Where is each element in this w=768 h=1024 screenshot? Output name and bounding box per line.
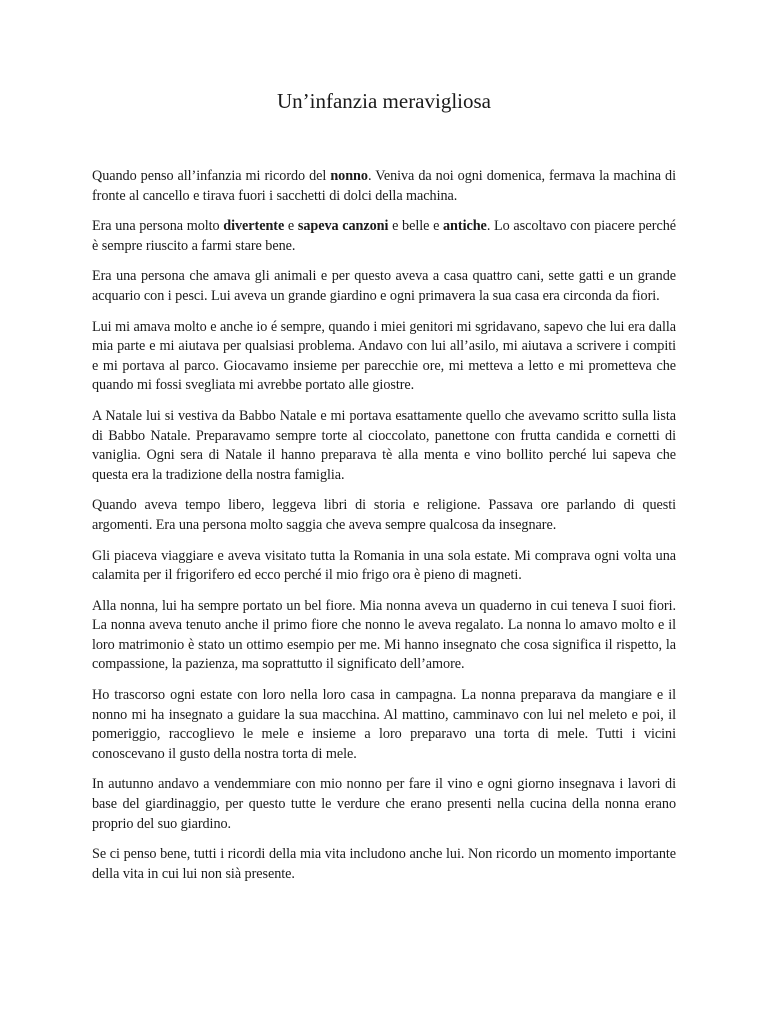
paragraph <box>92 407 676 485</box>
document-title: Un’infanzia meravigliosa <box>277 89 491 113</box>
paragraph-text: Era una persona molto <box>92 218 224 235</box>
paragraph <box>92 318 676 396</box>
paragraph-text: e <box>284 218 298 235</box>
paragraph <box>92 547 676 586</box>
bold-text: divertente <box>223 218 285 235</box>
bold-text: sapeva canzoni <box>297 218 389 235</box>
paragraph-text: e belle e <box>388 218 444 235</box>
document-body <box>92 167 676 895</box>
paragraph-text: Gli piaceva viaggiare e aveva visitato tutta la Romania in una sola estate. Mi comprava ogni volta una calamita per il frigorifero ed ecco perché il mio frigo ora è pieno di magneti. <box>92 547 676 584</box>
paragraph-text: . Veniva da noi ogni domenica, fermava la machina di fronte al cancello e tirava fuori i sacchetti di dolci della machina. <box>92 168 676 204</box>
paragraph <box>92 267 676 306</box>
paragraph <box>92 597 676 675</box>
paragraph-text: Se ci penso bene, tutti i ricordi della mia vita includono anche lui. Non ricordo un momento importante della vita in cui lui non sià presente. <box>92 846 676 882</box>
paragraph-text: In autunno andavo a vendemmiare con mio nonno per fare il vino e ogni giorno insegnava i lavori di base del giardinaggio, per questo tutte le verdure che erano presenti nella cucina della nonna erano proprio del suo giardino. <box>92 776 676 832</box>
paragraph <box>92 496 676 535</box>
paragraph <box>92 217 676 256</box>
paragraph-text: Quando penso all’infanzia mi ricordo del <box>92 168 331 184</box>
paragraph <box>92 845 676 884</box>
paragraph <box>92 686 676 764</box>
bold-text: antiche <box>443 218 487 235</box>
paragraph <box>92 167 676 206</box>
paragraph-text: A Natale lui si vestiva da Babbo Natale e mi portava esattamente quello che avevamo scritto sulla lista di Babbo Natale. Preparavamo sempre torte al cioccolato, panettone con frutta candida e cornetti di vaniglia. Ogni sera di Natale il hanno preparava tè alla menta e vino bollito perché lui sapeva che questa era la tradizione della nostra famiglia. <box>92 407 676 483</box>
paragraph <box>92 775 676 834</box>
paragraph-text: Alla nonna, lui ha sempre portato un bel fiore. Mia nonna aveva un quaderno in cui teneva I suoi fiori. La nonna aveva tenuto anche il primo fiore che nonno le aveva regalato. La nonna lo amavo molto e il loro matrimonio è stato un ottimo esempio per me. Mi hanno insegnato che cosa significa il rispetto, la compassione, la pazienza, ma soprattutto il significato dell’amore. <box>92 597 676 673</box>
paragraph-text: Era una persona che amava gli animali e per questo aveva a casa quattro cani, sette gatti e un grande acquario con i pesci. Lui aveva un grande giardino e ogni primavera la sua casa era circonda da fiori. <box>92 268 676 304</box>
paragraph-text: Lui mi amava molto e anche io é sempre, quando i miei genitori mi sgridavano, sapevo che lui era dalla mia parte e mi aiutava per qualsiasi problema. Andavo con lui all’asilo, mi aiutava a scrivere i compiti e mi portava al parco. Giocavamo insieme per parecchie ore, mi metteva a letto e mi prometteva che quando mi fossi svegliata mi avrebbe portato alle giostre. <box>92 318 676 394</box>
paragraph-text: Ho trascorso ogni estate con loro nella loro casa in campagna. La nonna preparava da mangiare e il nonno mi ha insegnato a guidare la sua macchina. Al mattino, camminavo con lui nel meleto e poi, il pomeriggio, raccoglievo le mele e insieme a loro preparavo una torta di mele. Tutti i vicini conoscevano il gusto della nostra torta di mele. <box>92 687 676 762</box>
paragraph-text: . Lo ascoltavo con piacere perché è sempre riuscito a farmi stare bene. <box>92 218 676 254</box>
paragraph-text: Quando aveva tempo libero, leggeva libri di storia e religione. Passava ore parlando di questi argomenti. Era una persona molto saggia che aveva sempre qualcosa da insegnare. <box>92 497 676 533</box>
bold-text: nonno <box>330 168 368 184</box>
